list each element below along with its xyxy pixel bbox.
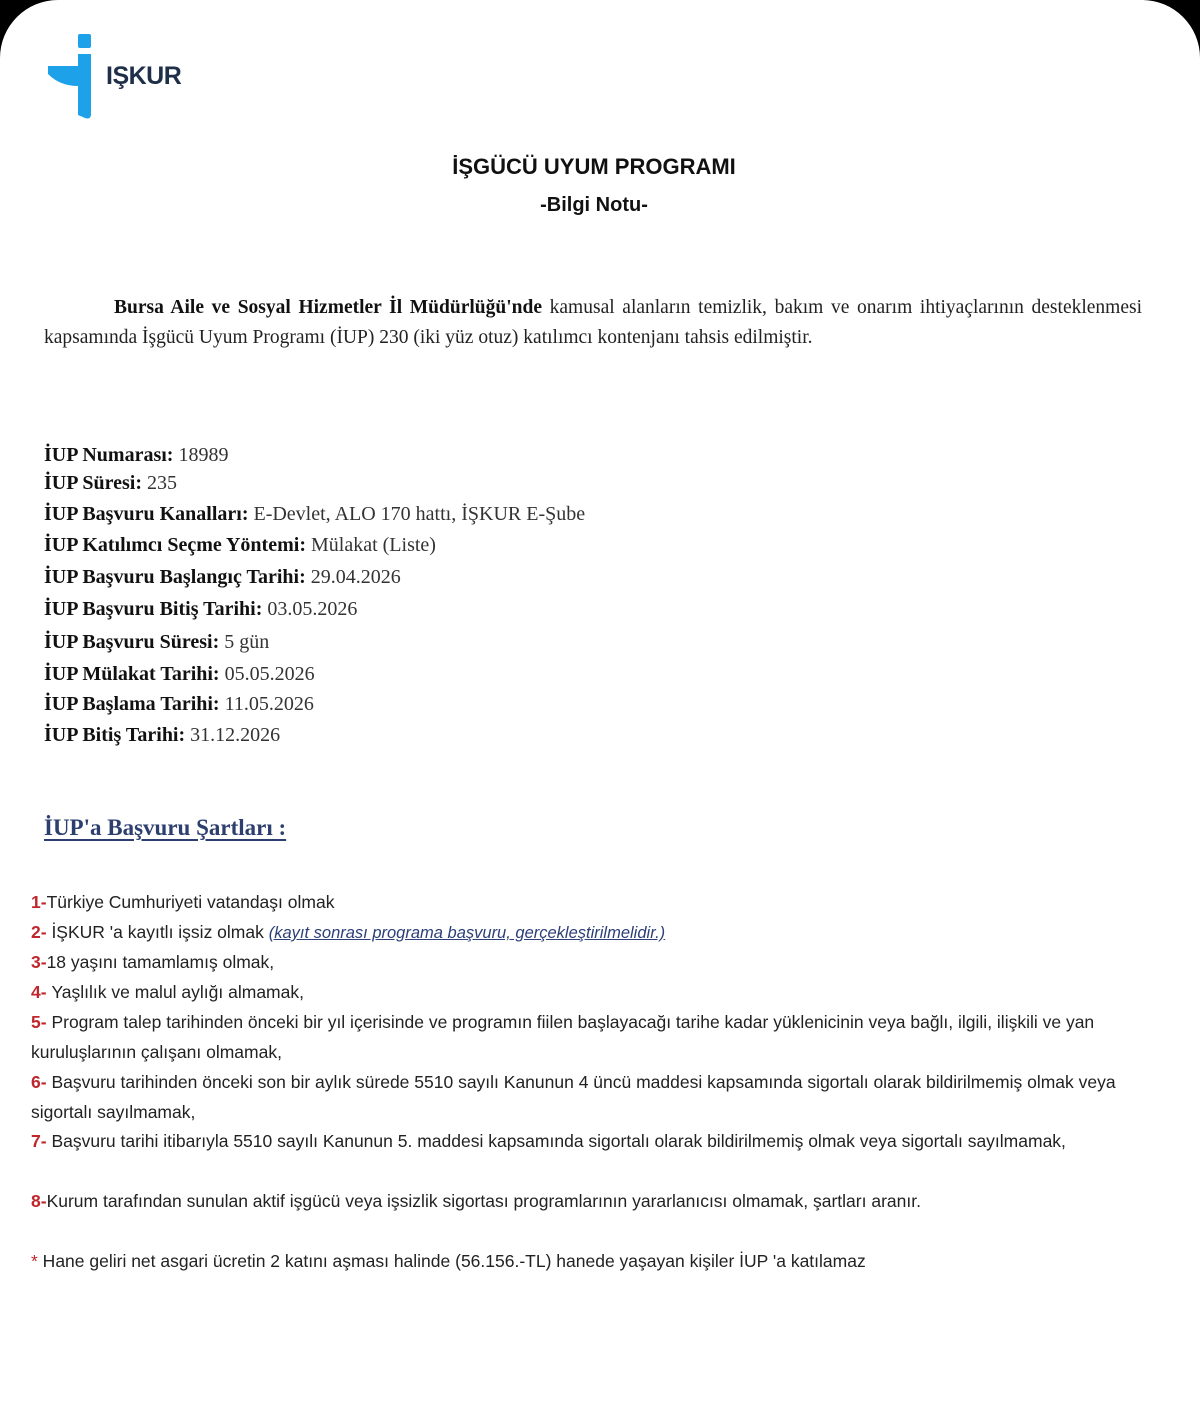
requirement-item: 5- Program talep tarihinden önceki bir yıl içerisinde ve programın fiilen başlayacağı tarihe kadar yüklenicinin veya bağlı, ilgili, ilişkili ve yan kuruluşlarının çalışanı olmamak, [31,1012,1095,1062]
fact-row: İUP Numarası: 18989 [44,444,229,466]
iskur-logo-mark-icon [44,30,114,122]
document-subtitle: -Bilgi Notu- [540,194,648,216]
fact-row: İUP Başvuru Kanalları: E-Devlet, ALO 170 hattı, İŞKUR E-Şube [44,503,586,525]
intro-text: kamusal alanların temizlik, bakım ve onarım ihtiyaçlarının desteklenmesi kapsamında İşgücü Uyum Programı (İUP) 230 (iki yüz otuz) katılımcı kontenjanı tahsis edilmiştir. [44,297,1142,348]
requirement-item: 1-Türkiye Cumhuriyeti vatandaşı olmak [31,892,335,912]
intro-institution: Bursa Aile ve Sosyal Hizmetler İl Müdürlüğü'nde [114,297,542,318]
logo-wordmark: IŞKUR [106,62,182,90]
document-title: İŞGÜCÜ UYUM PROGRAMI [452,154,736,179]
requirement-item: 4- Yaşlılık ve malul aylığı almamak, [31,982,304,1002]
requirement-item: 7- Başvuru tarihi itibarıyla 5510 sayılı Kanunun 5. maddesi kapsamında sigortalı olarak bildirilmemiş olmak veya sigortalı sayılmamak, [31,1131,1066,1151]
requirement-footnote: * Hane geliri net asgari ücretin 2 katını aşması halinde (56.156.-TL) hanede yaşayan kişiler İUP 'a katılamaz [31,1251,866,1271]
requirement-item: 3-18 yaşını tamamlamış olmak, [31,952,275,972]
requirements-heading: İUP'a Başvuru Şartları : [44,815,287,840]
fact-row: İUP Başvuru Bitiş Tarihi: 03.05.2026 [44,598,358,620]
fact-row: İUP Başlama Tarihi: 11.05.2026 [44,693,314,715]
fact-row: İUP Bitiş Tarihi: 31.12.2026 [44,724,281,746]
fact-row: İUP Mülakat Tarihi: 05.05.2026 [44,663,315,685]
fact-row: İUP Katılımcı Seçme Yöntemi: Mülakat (Liste) [44,534,436,556]
intro-paragraph [44,293,1142,353]
requirement-item: 2- İŞKUR 'a kayıtlı işsiz olmak (kayıt sonrası programa başvuru, gerçekleştirilmelidir.) [31,922,666,942]
requirement-item: 8-Kurum tarafından sunulan aktif işgücü veya işsizlik sigortası programlarının yararlanıcısı olmamak, şartları aranır. [31,1191,921,1211]
fact-row: İUP Başvuru Başlangıç Tarihi: 29.04.2026 [44,566,401,588]
requirement-note: (kayıt sonrası programa başvuru, gerçekleştirilmelidir.) [268,924,666,942]
footnote-star: * [31,1251,38,1271]
fact-row: İUP Başvuru Süresi: 5 gün [44,631,270,653]
fact-row: İUP Süresi: 235 [44,472,177,494]
requirement-item: 6- Başvuru tarihinden önceki son bir aylık sürede 5510 sayılı Kanunun 4 üncü maddesi kapsamında sigortalı olarak bildirilmemiş olmak veya sigortalı sayılmamak, [31,1072,1116,1122]
